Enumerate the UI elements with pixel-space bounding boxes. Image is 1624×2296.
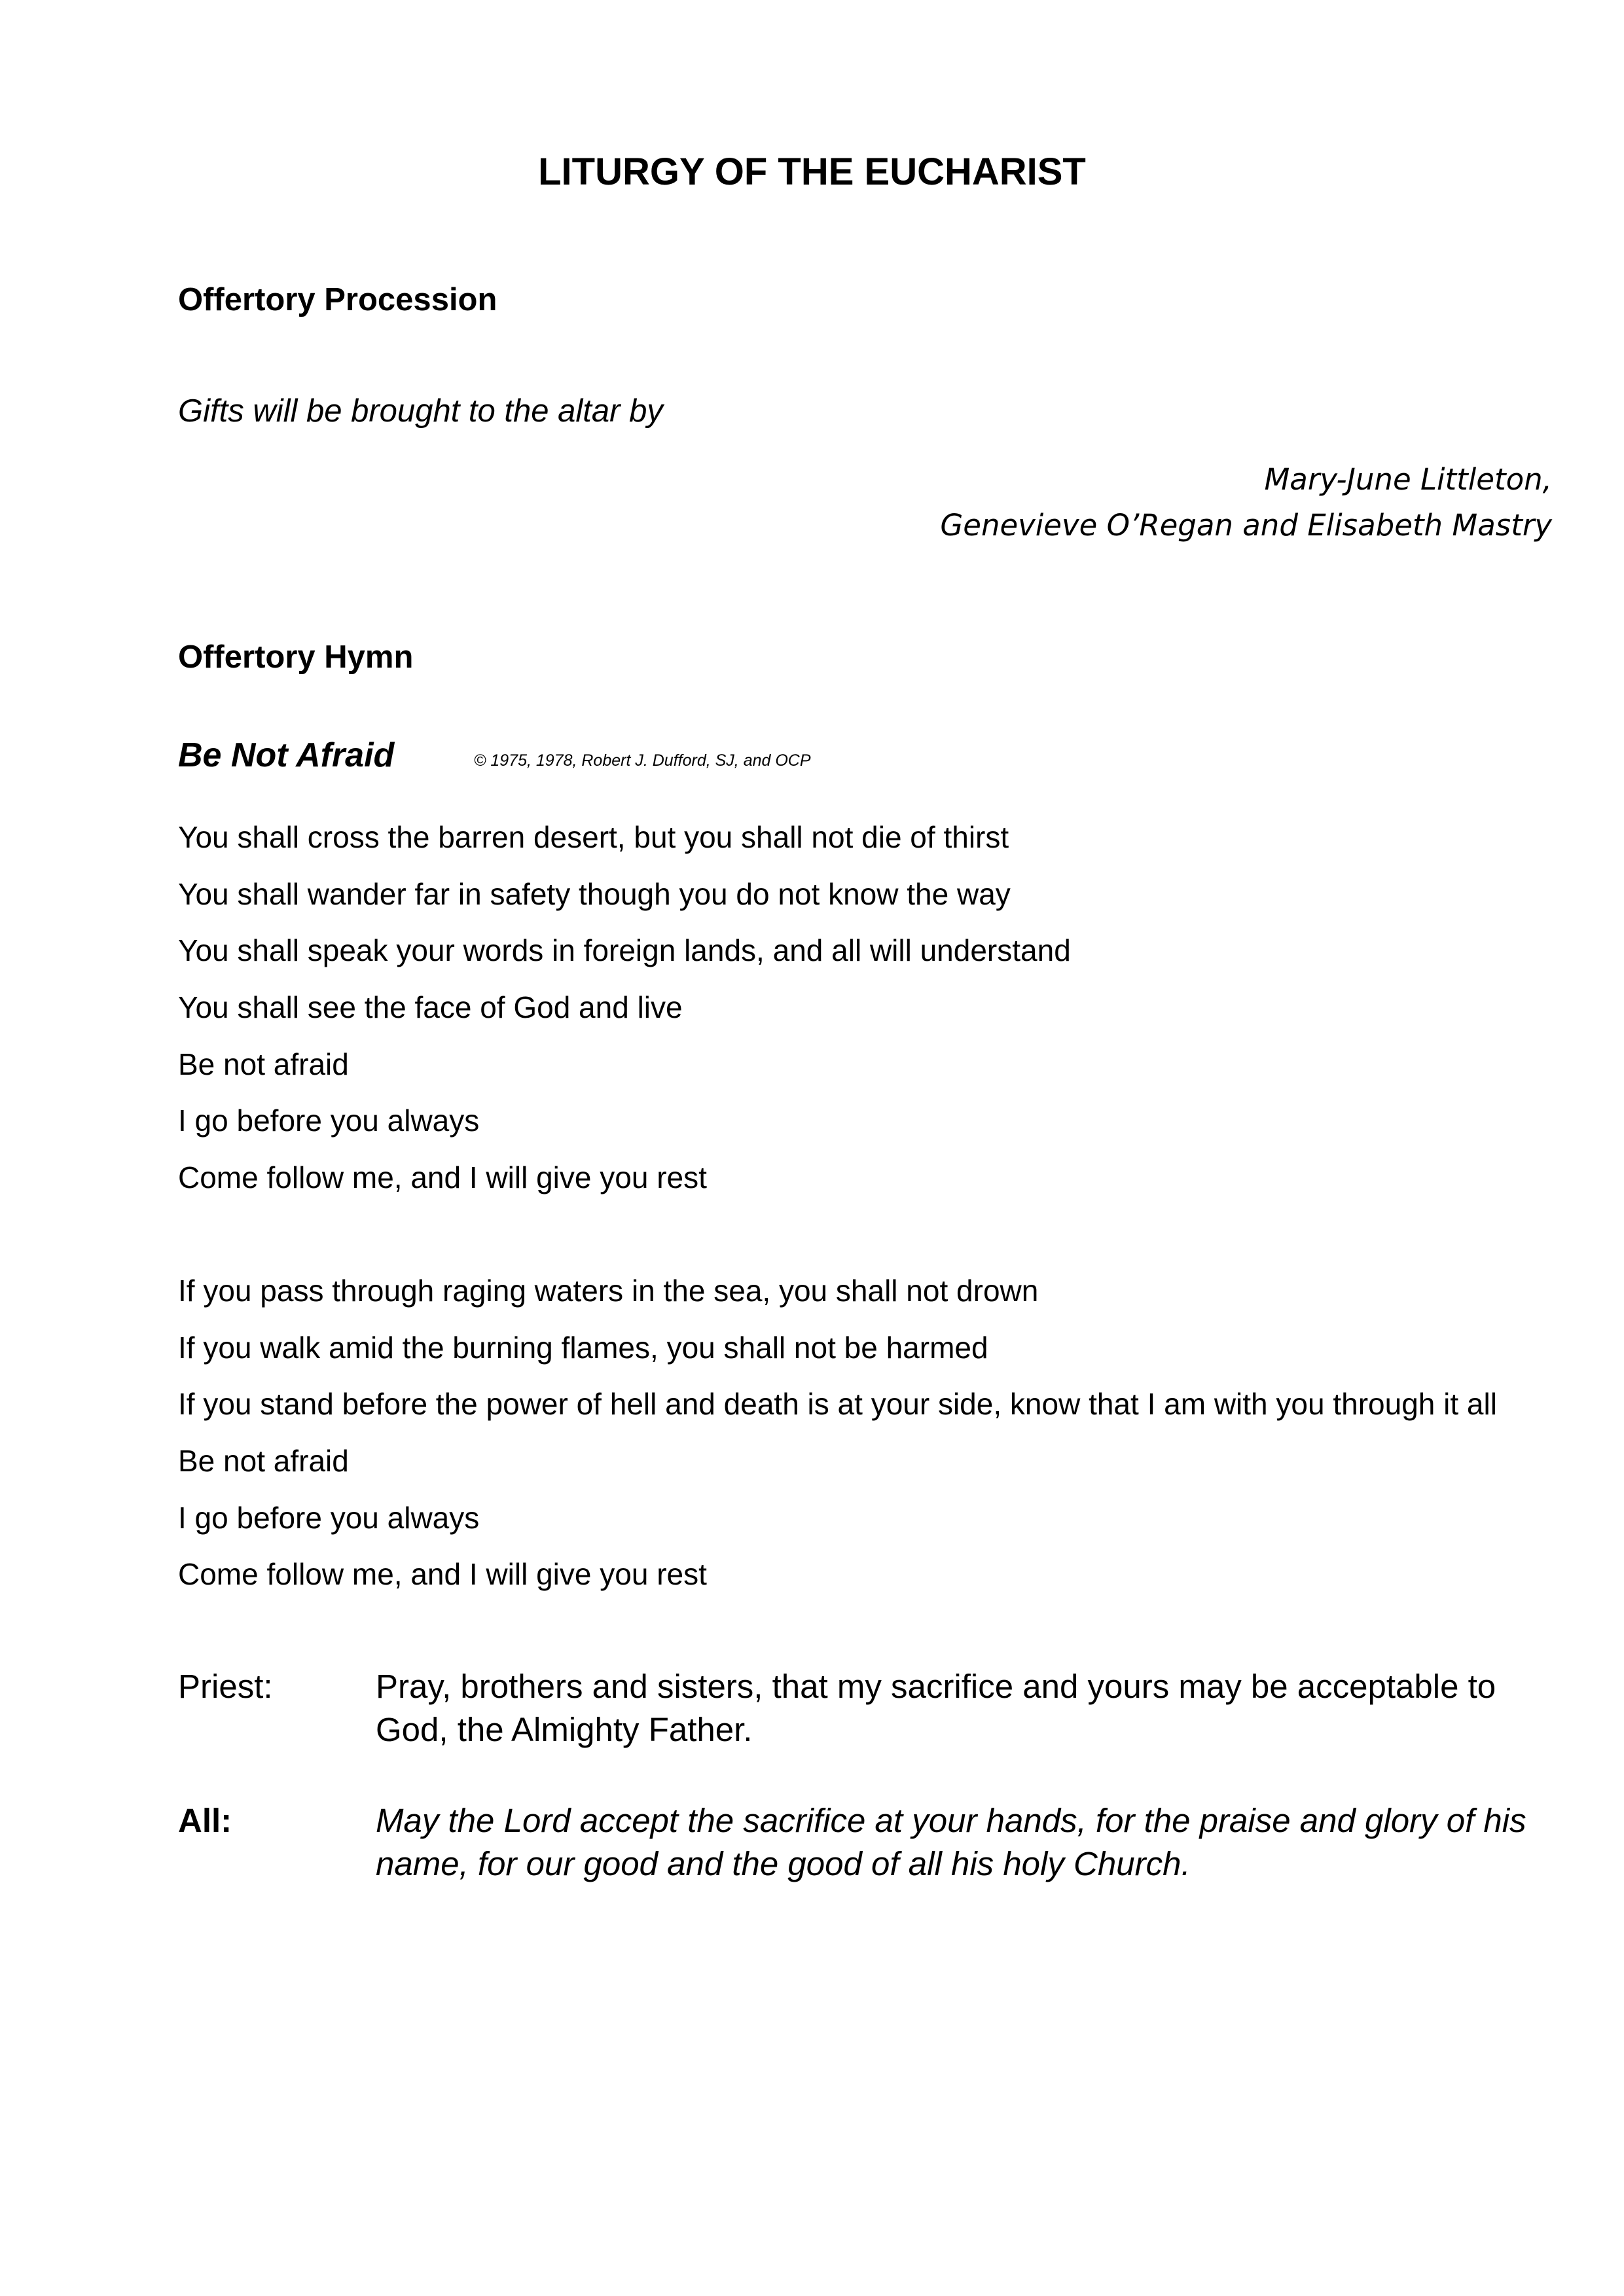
lyric-line: Be not afraid <box>178 1047 349 1081</box>
lyric-line: You shall see the face of God and live <box>178 990 683 1025</box>
lyric-line: Come follow me, and I will give you rest <box>178 1557 707 1592</box>
hymn-copyright: © 1975, 1978, Robert J. Dufford, SJ, and OCP <box>474 751 811 770</box>
gifts-intro-text: Gifts will be brought to the altar by <box>178 393 663 429</box>
priest-text: Pray, brothers and sisters, that my sacrifice and yours may be acceptable to God, the Almighty Father. <box>376 1668 1496 1748</box>
gift-bearers-line-2: Genevieve O’Regan and Elisabeth Mastry <box>940 508 1552 543</box>
all-response-text: May the Lord accept the sacrifice at your hands, for the praise and glory of his name, for our good and the good of all his holy Church. <box>376 1802 1526 1882</box>
gift-bearers-line-1: Mary-June Littleton, <box>1264 462 1552 497</box>
offertory-procession-heading: Offertory Procession <box>178 282 497 317</box>
hymn-verse-2 <box>178 1263 1497 1603</box>
page-title: LITURGY OF THE EUCHARIST <box>538 151 1086 193</box>
priest-label: Priest: <box>178 1668 273 1705</box>
lyric-line: You shall speak your words in foreign lands, and all will understand <box>178 933 1071 968</box>
hymn-verse-1 <box>178 809 1071 1206</box>
lyric-line: If you pass through raging waters in the sea, you shall not drown <box>178 1274 1039 1308</box>
lyric-line: You shall wander far in safety though you do not know the way <box>178 876 1011 911</box>
lyric-line: Come follow me, and I will give you rest <box>178 1160 707 1195</box>
hymn-title: Be Not Afraid <box>178 736 395 774</box>
lyric-line: I go before you always <box>178 1500 480 1535</box>
offertory-hymn-heading: Offertory Hymn <box>178 639 414 675</box>
lyric-line: You shall cross the barren desert, but you shall not die of thirst <box>178 820 1009 854</box>
lyric-line: If you stand before the power of hell and death is at your side, know that I am with you through it all <box>178 1387 1497 1422</box>
all-label: All: <box>178 1802 232 1839</box>
lyric-line: Be not afraid <box>178 1444 349 1479</box>
gift-bearers-names <box>767 457 1552 548</box>
lyric-line: I go before you always <box>178 1103 480 1138</box>
lyric-line: If you walk amid the burning flames, you shall not be harmed <box>178 1330 988 1365</box>
